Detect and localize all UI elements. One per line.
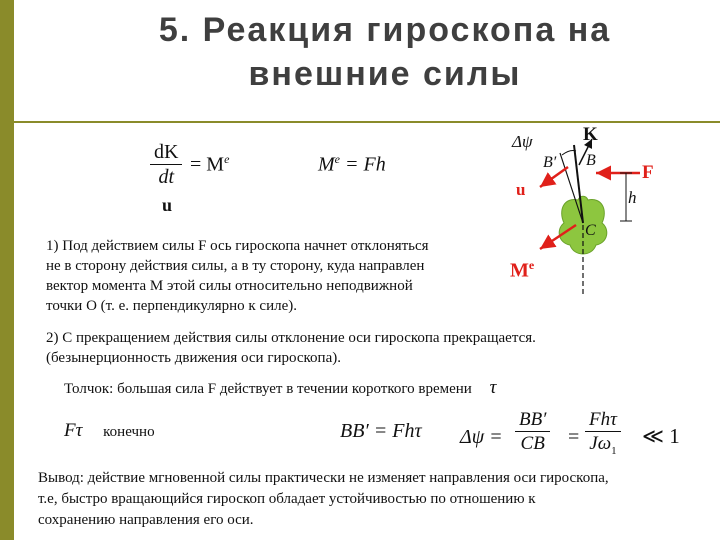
label-Me-symbol: M [510, 259, 529, 282]
equation-bb-prime: BB′ = Fhτ [340, 420, 422, 442]
fraction-fh-jw [585, 408, 621, 463]
para2-line-2: (безынерционность движения оси гироскопа). [46, 350, 341, 366]
impulse-line [64, 378, 704, 399]
equation-rhs [190, 152, 229, 177]
F-tau-symbol: Fτ [64, 420, 83, 441]
slide-title [60, 8, 710, 96]
conclusion-line-1: Вывод: действие мгновенной силы практически не изменяет направления оси гироскопа, [38, 470, 609, 486]
fraction-denominator: dt [158, 166, 174, 188]
delta-psi-lhs: Δψ = [460, 426, 503, 448]
para2-line-1: 2) С прекращением действия силы отклонение оси гироскопа прекращается. [46, 330, 536, 346]
tau-symbol: τ [489, 377, 497, 398]
paragraph-stop [46, 328, 686, 368]
moment-rhs: = Fh [340, 153, 386, 176]
fraction-numerator: dK [150, 140, 182, 165]
finite-text: конечно [103, 424, 155, 440]
title-line-1: 5. Реакция гироскопа на [158, 11, 612, 49]
label-C: C [585, 222, 596, 239]
fraction-bb-cb [515, 408, 550, 455]
label-delta-psi: Δψ [512, 132, 533, 151]
jw-symbol: Jω [589, 433, 612, 454]
superscript-e: e [224, 152, 230, 166]
para1-line-2: не в сторону действия силы, а в ту сторону, куда направлен [46, 258, 425, 274]
conclusion-paragraph [38, 468, 718, 531]
equals-M: = M [190, 153, 225, 176]
label-u-red: u [516, 180, 526, 199]
label-K: K [583, 124, 598, 145]
paragraph-deflection [46, 236, 516, 316]
sidebar-accent-bar [0, 0, 14, 540]
label-B-prime: B′ [543, 154, 557, 171]
fraction-cb-denominator: CB [520, 433, 545, 454]
equals-sign: = [568, 426, 580, 448]
finite-line [64, 420, 155, 442]
label-h: h [628, 188, 637, 207]
impulse-text: Толчок: большая сила F действует в течении короткого времени [64, 381, 472, 397]
para1-line-3: вектор момента M этой силы относительно неподвижной [46, 278, 413, 294]
title-divider [14, 121, 720, 123]
label-u: u [162, 195, 173, 215]
conclusion-line-2: т.е, быстро вращающийся гироскоп обладает устойчивостью по отношению к [38, 491, 536, 507]
omega-subscript: 1 [611, 444, 617, 457]
para1-line-1: 1) Под действием силы F ось гироскопа начнет отклоняться [46, 238, 429, 254]
fraction-jw-denominator [585, 432, 621, 463]
label-B: B [586, 152, 596, 169]
fraction-fh-numerator: Fhτ [585, 408, 621, 432]
moment-symbol: M [318, 153, 335, 176]
conclusion-line-3: сохранению направления его оси. [38, 512, 254, 528]
label-Me-superscript: e [528, 258, 535, 272]
fraction-bb-numerator: BB′ [515, 408, 550, 432]
para1-line-4: точки O (т. е. перпендикулярно к силе). [46, 298, 297, 314]
fraction-dK-dt [150, 140, 182, 189]
moment-superscript: e [334, 152, 340, 166]
much-less-than-one: ≪ 1 [642, 424, 680, 448]
title-line-2: внешние силы [248, 55, 522, 93]
label-F: F [642, 162, 654, 183]
equation-moment [318, 152, 386, 177]
